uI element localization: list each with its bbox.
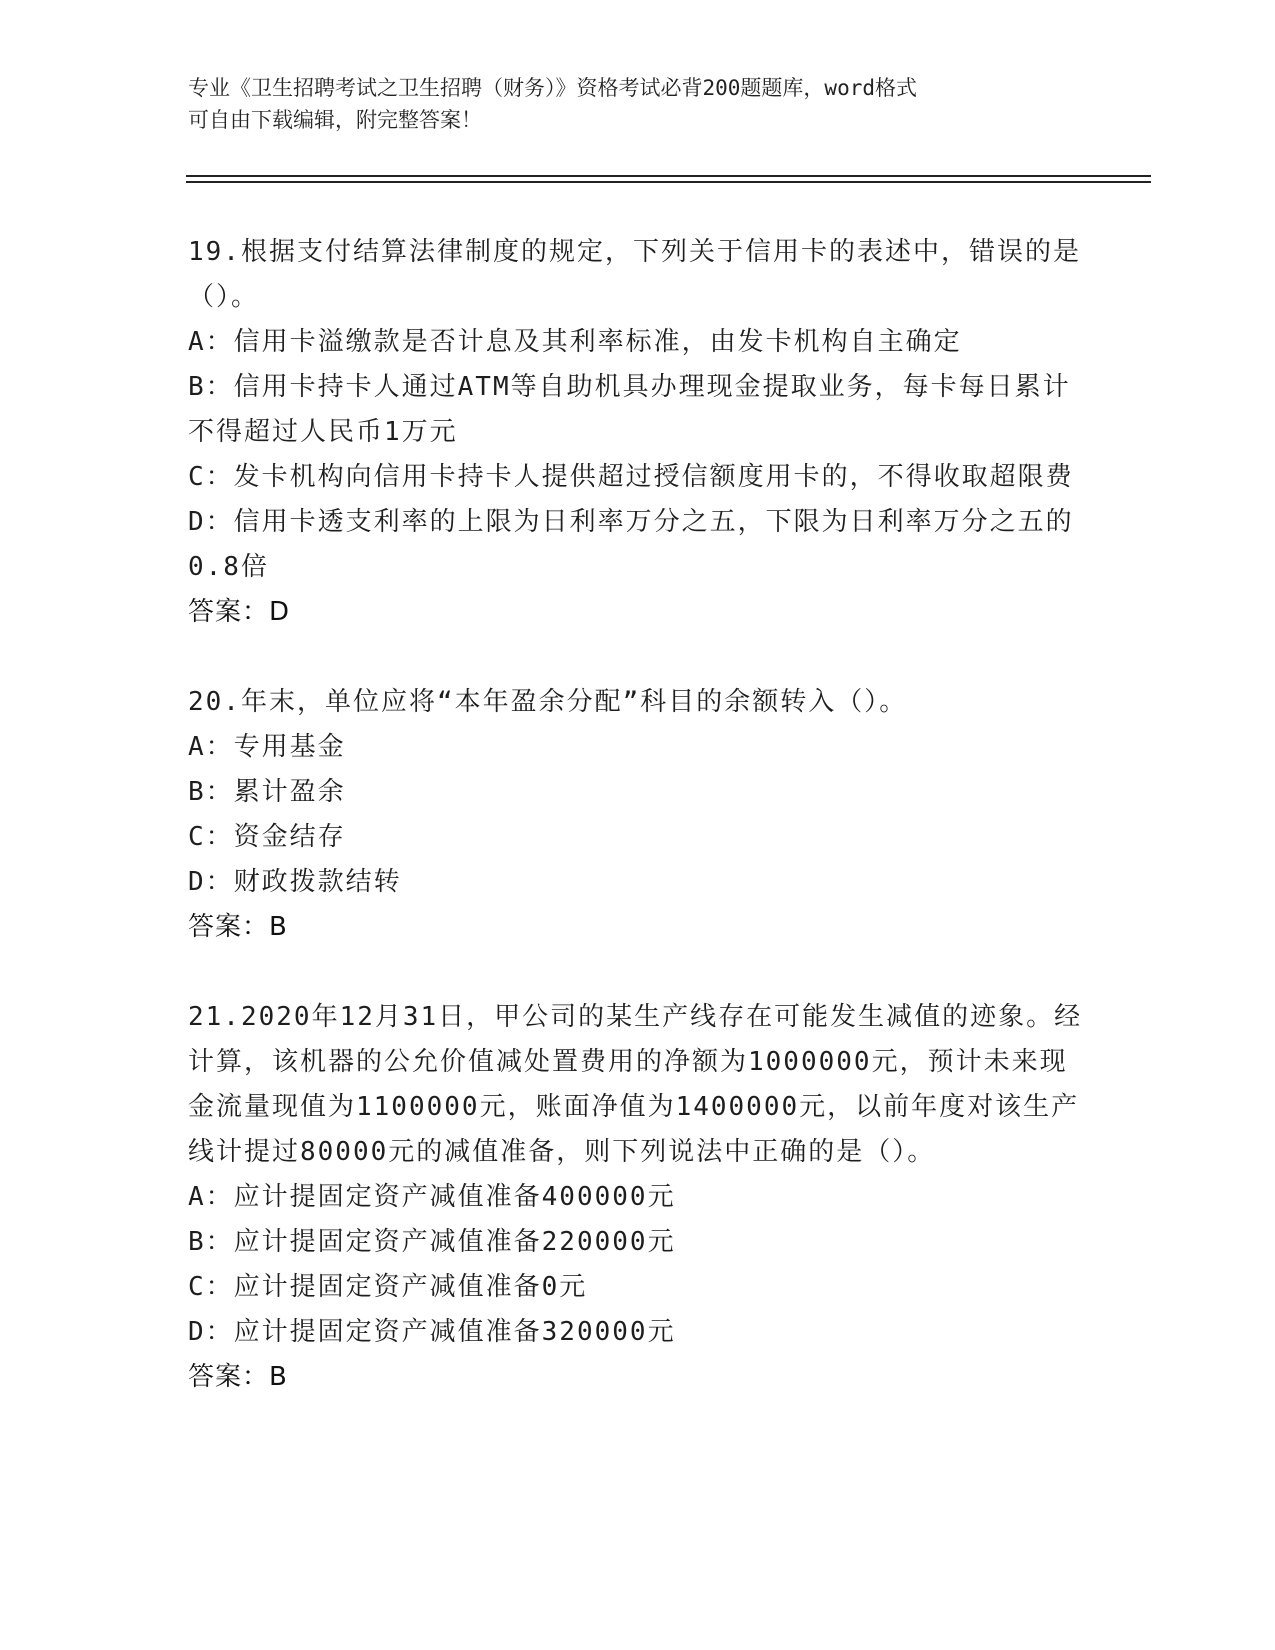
option-c: C：发卡机构向信用卡持卡人提供超过授信额度用卡的，不得收取超限费 <box>188 462 1074 492</box>
option-c: C：应计提固定资产减值准备0元 <box>188 1272 588 1302</box>
question-list <box>188 230 1083 1445</box>
question-21 <box>188 995 1083 1400</box>
option-d: D：信用卡透支利率的上限为日利率万分之五，下限为日利率万分之五的0.8倍 <box>188 507 1074 582</box>
option-d: D：财政拨款结转 <box>188 867 402 897</box>
answer: 答案：B <box>188 1362 288 1392</box>
answer: 答案：B <box>188 912 288 942</box>
question-stem: 20.年末，单位应将“本年盈余分配”科目的余额转入（）。 <box>188 687 908 717</box>
question-19 <box>188 230 1083 635</box>
answer: 答案：D <box>188 597 291 627</box>
header-divider-bottom <box>186 181 1151 183</box>
question-stem: 19.根据支付结算法律制度的规定，下列关于信用卡的表述中，错误的是（）。 <box>188 237 1081 312</box>
option-b: B：累计盈余 <box>188 777 346 807</box>
document-header <box>188 72 1068 136</box>
option-a: A：信用卡溢缴款是否计息及其利率标准，由发卡机构自主确定 <box>188 327 962 357</box>
option-b: B：应计提固定资产减值准备220000元 <box>188 1227 676 1257</box>
question-stem: 21.2020年12月31日，甲公司的某生产线存在可能发生减值的迹象。经计算，该机器的公允价值减处置费用的净额为1000000元，预计未来现金流量现值为1100000元，账面净值为1400000元，以前年度对该生产线计提过80000元的减值准备，则下列说法中正确的是（）。 <box>188 1002 1083 1167</box>
option-a: A：专用基金 <box>188 732 346 762</box>
option-d: D：应计提固定资产减值准备320000元 <box>188 1317 676 1347</box>
option-a: A：应计提固定资产减值准备400000元 <box>188 1182 676 1212</box>
header-divider-top <box>186 175 1151 177</box>
header-line-2: 可自由下载编辑，附完整答案！ <box>188 108 482 132</box>
option-c: C：资金结存 <box>188 822 346 852</box>
header-line-1: 专业《卫生招聘考试之卫生招聘（财务）》资格考试必背200题题库，word格式 <box>188 76 917 100</box>
option-b: B：信用卡持卡人通过ATM等自助机具办理现金提取业务，每卡每日累计不得超过人民币1万元 <box>188 372 1071 447</box>
question-20 <box>188 680 1083 950</box>
